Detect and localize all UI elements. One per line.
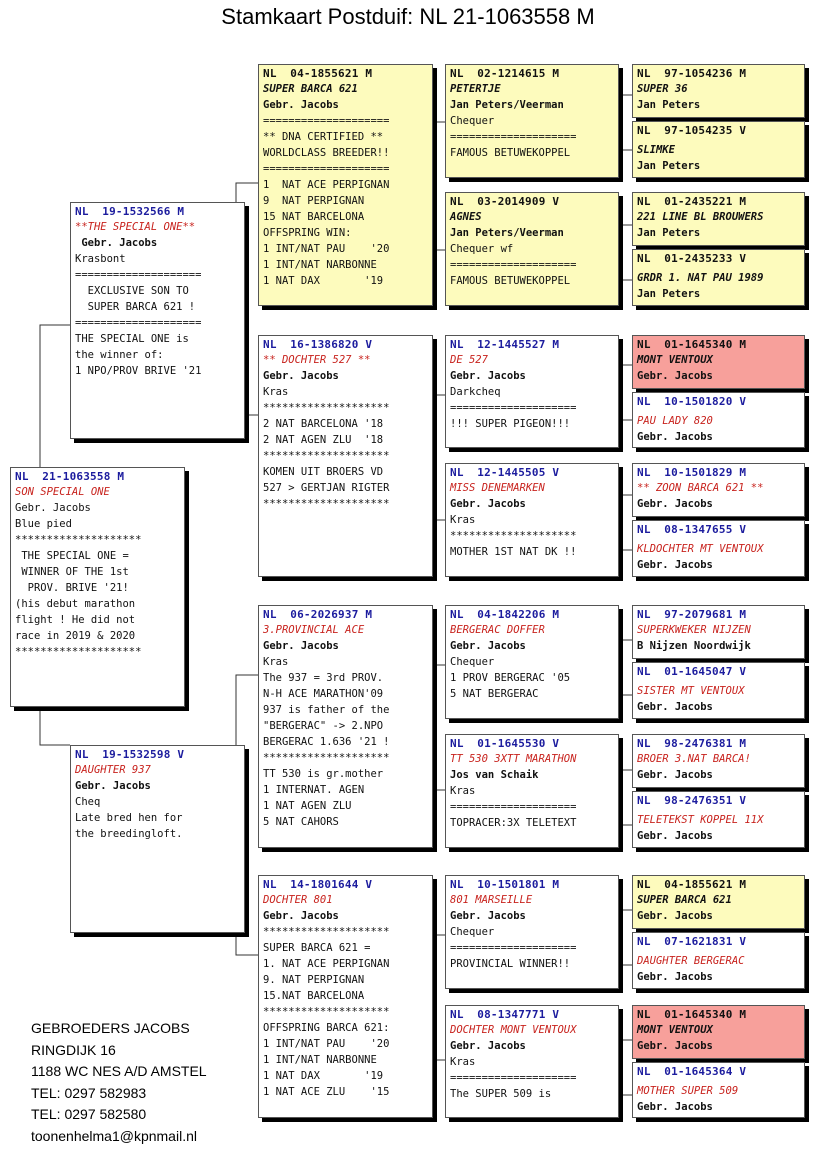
info-line: ==================== <box>450 402 577 414</box>
pigeon-name: BROER 3.NAT BARCA! <box>637 753 751 765</box>
info-line: Kras <box>450 785 476 797</box>
pigeon-card-g4[interactable] <box>632 249 805 306</box>
pigeon-name: DAUGHTER 937 <box>75 764 151 776</box>
pigeon-card-g13[interactable] <box>632 875 805 929</box>
ring-number: NL 12-1445505 V <box>450 466 560 479</box>
info-line: Kras <box>263 656 289 668</box>
info-line: Darkcheq <box>450 386 501 398</box>
pigeon-owner: Gebr. Jacobs <box>450 370 526 382</box>
info-line: ******************** <box>15 646 142 658</box>
info-line: ******************** <box>263 926 390 938</box>
info-line: SUPER BARCA 621 ! <box>75 301 196 313</box>
ring-number: NL 01-1645340 M <box>637 338 747 351</box>
pigeon-card-mff[interactable] <box>445 605 619 719</box>
info-line: Chequer <box>450 926 495 938</box>
pigeon-owner: Gebr. Jacobs <box>637 971 713 983</box>
ring-number: NL 97-1054236 M <box>637 67 747 80</box>
pigeon-owner: Gebr. Jacobs <box>450 640 526 652</box>
pigeon-card-mm[interactable] <box>258 875 433 1118</box>
pigeon-name: SISTER MT VENTOUX <box>637 685 745 697</box>
pigeon-card-g8[interactable] <box>632 520 805 577</box>
info-line: ==================== <box>450 942 577 954</box>
info-line: ==================== <box>75 269 202 281</box>
pigeon-card-g16[interactable] <box>632 1062 805 1118</box>
info-line: Chequer <box>450 115 495 127</box>
pigeon-owner: Gebr. Jacobs <box>263 640 339 652</box>
info-line: 1 NAT DAX '19 <box>263 1070 384 1082</box>
info-line: 2 NAT AGEN ZLU '18 <box>263 434 384 446</box>
pigeon-name: BERGERAC DOFFER <box>450 624 545 636</box>
info-line: flight ! He did not <box>15 614 136 626</box>
pigeon-owner: Jos van Schaik <box>450 769 539 781</box>
info-line: FAMOUS BETUWEKOPPEL <box>450 275 571 287</box>
pigeon-card-fm[interactable] <box>258 335 433 577</box>
info-line: WINNER OF THE 1st <box>15 566 129 578</box>
ring-number: NL 04-1855621 M <box>637 878 747 891</box>
info-line: the winner of: <box>75 349 164 361</box>
info-line: WORLDCLASS BREEDER!! <box>263 147 390 159</box>
pigeon-owner: Jan Peters/Veerman <box>450 227 564 239</box>
info-line: ** DNA CERTIFIED ** <box>263 131 384 143</box>
owner-city: 1188 WC NES A/D AMSTEL <box>31 1063 207 1079</box>
info-line: 1 INT/NAT NARBONNE <box>263 259 377 271</box>
pigeon-owner: Jan Peters/Veerman <box>450 99 564 111</box>
ring-number: NL 01-2435233 V <box>637 252 747 265</box>
pigeon-name: DOCHTER 801 <box>263 894 333 906</box>
pigeon-owner: Gebr. Jacobs <box>637 910 713 922</box>
pigeon-owner: Gebr. Jacobs <box>637 701 713 713</box>
ring-number: NL 08-1347771 V <box>450 1008 560 1021</box>
pigeon-name: SLIMKE <box>637 144 675 156</box>
pigeon-name: TELETEKST KOPPEL 11X <box>637 814 764 826</box>
pigeon-owner: Gebr. Jacobs <box>263 99 339 111</box>
pigeon-card-mother[interactable] <box>70 745 245 933</box>
info-line: 1 INT/NAT NARBONNE <box>263 1054 377 1066</box>
pigeon-name: MONT VENTOUX <box>637 354 713 366</box>
pigeon-card-g10[interactable] <box>632 662 805 719</box>
pigeon-name: ** ZOON BARCA 621 ** <box>637 482 764 494</box>
ring-number: NL 01-2435221 M <box>637 195 747 208</box>
ring-number: NL 97-1054235 V <box>637 124 747 137</box>
ring-number: NL 10-1501829 M <box>637 466 747 479</box>
pigeon-name: DAUGHTER BERGERAC <box>637 955 745 967</box>
info-line: Kras <box>450 1056 476 1068</box>
pigeon-owner: Gebr. Jacobs <box>450 1040 526 1052</box>
info-line: 1 NPO/PROV BRIVE '21 <box>75 365 202 377</box>
info-line: Chequer wf <box>450 243 514 255</box>
ring-number: NL 97-2079681 M <box>637 608 747 621</box>
pigeon-card-fmm[interactable] <box>445 463 619 577</box>
page-title: Stamkaart Postduif: NL 21-1063558 M <box>221 4 595 29</box>
owner-phone-1: TEL: 0297 582983 <box>31 1084 147 1101</box>
pigeon-name: DOCHTER MONT VENTOUX <box>450 1024 577 1036</box>
pigeon-owner: Gebr. Jacobs <box>637 431 713 443</box>
pigeon-name: MONT VENTOUX <box>637 1024 713 1036</box>
pigeon-name: 801 MARSEILLE <box>450 894 533 906</box>
pigeon-name: MOTHER SUPER 509 <box>637 1085 739 1097</box>
pigeon-card-g11[interactable] <box>632 734 805 788</box>
pigeon-owner: Gebr. Jacobs <box>263 370 339 382</box>
ring-number: NL 03-2014909 V <box>450 195 560 208</box>
ring-number: NL 06-2026937 M <box>263 608 373 621</box>
info-line: ******************** <box>263 402 390 414</box>
info-line: SUPER BARCA 621 = <box>263 942 371 954</box>
pigeon-card-fmf[interactable] <box>445 335 619 448</box>
info-line: MOTHER 1ST NAT DK !! <box>450 546 577 558</box>
info-line: THE SPECIAL ONE = <box>15 550 129 562</box>
info-line: "BERGERAC" -> 2.NPO <box>263 720 384 732</box>
info-line: ==================== <box>263 163 390 175</box>
pigeon-card-g3[interactable] <box>632 192 805 246</box>
pigeon-card-main[interactable] <box>10 467 185 707</box>
ring-number: NL 01-1645047 V <box>637 665 747 678</box>
pigeon-card-g5[interactable] <box>632 335 805 389</box>
pigeon-owner: Gebr. Jacobs <box>75 780 151 792</box>
pigeon-card-g12[interactable] <box>632 791 805 848</box>
pigeon-owner: Jan Peters <box>637 160 701 172</box>
info-line: 1. NAT ACE PERPIGNAN <box>263 958 390 970</box>
pigeon-name: SON SPECIAL ONE <box>15 486 110 498</box>
pigeon-card-mfm[interactable] <box>445 734 619 848</box>
info-line: THE SPECIAL ONE is <box>75 333 189 345</box>
ring-number: NL 21-1063558 M <box>15 470 125 483</box>
info-line: ******************** <box>263 450 390 462</box>
ring-number: NL 98-2476381 M <box>637 737 747 750</box>
pigeon-owner: Gebr. Jacobs <box>450 910 526 922</box>
pigeon-card-mmm[interactable] <box>445 1005 619 1118</box>
pigeon-card-g14[interactable] <box>632 932 805 989</box>
pigeon-owner: Gebr. Jacobs <box>637 830 713 842</box>
ring-number: NL 98-2476351 V <box>637 794 747 807</box>
info-line: 1 NAT ACE ZLU '15 <box>263 1086 390 1098</box>
info-line: ==================== <box>450 801 577 813</box>
ring-number: NL 10-1501820 V <box>637 395 747 408</box>
pigeon-card-ffm[interactable] <box>445 192 619 306</box>
pigeon-owner: Jan Peters <box>637 99 701 111</box>
pigeon-name: DE 527 <box>450 354 488 366</box>
pigeon-name: SUPER BARCA 621 <box>263 83 358 95</box>
info-line: OFFSPRING WIN: <box>263 227 352 239</box>
info-line: TOPRACER:3X TELETEXT <box>450 817 577 829</box>
pigeon-name: PAU LADY 820 <box>637 415 713 427</box>
info-line: ******************** <box>263 498 390 510</box>
pigeon-card-g15[interactable] <box>632 1005 805 1059</box>
ring-number: NL 08-1347655 V <box>637 523 747 536</box>
pigeon-name: SUPERKWEKER NIJZEN <box>637 624 751 636</box>
info-line: N-H ACE MARATHON'09 <box>263 688 384 700</box>
info-line: 1 NAT AGEN ZLU <box>263 800 352 812</box>
pigeon-card-father[interactable] <box>70 202 245 439</box>
ring-number: NL 07-1621831 V <box>637 935 747 948</box>
info-line: Kras <box>263 386 289 398</box>
ring-number: NL 19-1532598 V <box>75 748 185 761</box>
ring-number: NL 10-1501801 M <box>450 878 560 891</box>
info-line: ==================== <box>450 1072 577 1084</box>
info-line: The SUPER 509 is <box>450 1088 552 1100</box>
info-line: KOMEN UIT BROERS VD <box>263 466 384 478</box>
owner-phone-2: TEL: 0297 582580 <box>31 1106 147 1122</box>
ring-number: NL 01-1645340 M <box>637 1008 747 1021</box>
info-line: ==================== <box>263 115 390 127</box>
ring-number: NL 01-1645530 V <box>450 737 560 750</box>
info-line: ******************** <box>15 534 142 546</box>
pigeon-name: AGNES <box>450 211 482 223</box>
owner-name: GEBROEDERS JACOBS <box>31 1020 190 1036</box>
owner-address-block <box>31 1018 207 1147</box>
info-line: 2 NAT BARCELONA '18 <box>263 418 384 430</box>
pigeon-card-mf[interactable] <box>258 605 433 848</box>
info-line: !!! SUPER PIGEON!!! <box>450 418 571 430</box>
info-line: 1 INTERNAT. AGEN <box>263 784 365 796</box>
pigeon-owner: Gebr. Jacobs <box>637 498 713 510</box>
pigeon-owner: Gebr. Jacobs <box>75 237 158 249</box>
info-line: 15.NAT BARCELONA <box>263 990 365 1002</box>
pigeon-card-g1[interactable] <box>632 64 805 118</box>
info-line: PROV. BRIVE '21! <box>15 582 129 594</box>
info-line: TT 530 is gr.mother <box>263 768 384 780</box>
owner-street: RINGDIJK 16 <box>31 1041 116 1058</box>
info-line: EXCLUSIVE SON TO <box>75 285 189 297</box>
info-line: ******************** <box>450 530 577 542</box>
info-line: 5 NAT CAHORS <box>263 816 339 828</box>
pigeon-owner: Gebr. Jacobs <box>15 502 91 514</box>
info-line: ==================== <box>450 259 577 271</box>
pigeon-card-fff[interactable] <box>445 64 619 178</box>
info-line: the breedingloft. <box>75 828 183 840</box>
pigeon-name: **THE SPECIAL ONE** <box>75 221 196 233</box>
ring-number: NL 14-1801644 V <box>263 878 373 891</box>
info-line: 1 NAT ACE PERPIGNAN <box>263 179 390 191</box>
ring-number: NL 04-1842206 M <box>450 608 560 621</box>
info-line: race in 2019 & 2020 <box>15 630 136 642</box>
pigeon-owner: Gebr. Jacobs <box>637 769 713 781</box>
info-line: 527 > GERTJAN RIGTER <box>263 482 390 494</box>
info-line: Krasbont <box>75 253 126 265</box>
pigeon-owner: Jan Peters <box>637 227 701 239</box>
pigeon-owner: Gebr. Jacobs <box>637 1040 713 1052</box>
pigeon-name: KLDOCHTER MT VENTOUX <box>637 543 764 555</box>
pigeon-name: TT 530 3XTT MARATHON <box>450 753 577 765</box>
pigeon-card-g2[interactable] <box>632 121 805 178</box>
pigeon-owner: Gebr. Jacobs <box>637 1101 713 1113</box>
info-line: The 937 = 3rd PROV. <box>263 672 384 684</box>
pigeon-owner: B Nijzen Noordwijk <box>637 640 751 652</box>
info-line: Cheq <box>75 796 101 808</box>
info-line: FAMOUS BETUWEKOPPEL <box>450 147 571 159</box>
pigeon-card-mmf[interactable] <box>445 875 619 989</box>
info-line: 937 is father of the <box>263 704 390 716</box>
info-line: Kras <box>450 514 476 526</box>
ring-number: NL 16-1386820 V <box>263 338 373 351</box>
ring-number: NL 01-1645364 V <box>637 1065 747 1078</box>
info-line: ******************** <box>263 752 390 764</box>
info-line: 9 NAT PERPIGNAN <box>263 195 365 207</box>
info-line: ******************** <box>263 1006 390 1018</box>
info-line: 5 NAT BERGERAC <box>450 688 539 700</box>
info-line: Chequer <box>450 656 495 668</box>
info-line: OFFSPRING BARCA 621: <box>263 1022 390 1034</box>
pigeon-name: PETERTJE <box>450 83 501 95</box>
pigeon-name: MISS DENEMARKEN <box>450 482 545 494</box>
info-line: 1 NAT DAX '19 <box>263 275 384 287</box>
info-line: ==================== <box>75 317 202 329</box>
info-line: 9. NAT PERPIGNAN <box>263 974 365 986</box>
info-line: 15 NAT BARCELONA <box>263 211 365 223</box>
pigeon-name: 221 LINE BL BROUWERS <box>637 211 764 223</box>
pigeon-name: SUPER BARCA 621 <box>637 894 732 906</box>
info-line: Late bred hen for <box>75 812 183 824</box>
pigeon-owner: Gebr. Jacobs <box>450 498 526 510</box>
info-line: ==================== <box>450 131 577 143</box>
ring-number: NL 19-1532566 M <box>75 205 185 218</box>
info-line: 1 INT/NAT PAU '20 <box>263 1038 390 1050</box>
ring-number: NL 12-1445527 M <box>450 338 560 351</box>
pigeon-owner: Jan Peters <box>637 288 701 300</box>
info-line: (his debut marathon <box>15 598 136 610</box>
pigeon-name: SUPER 36 <box>637 83 688 95</box>
ring-number: NL 04-1855621 M <box>263 67 373 80</box>
ring-number: NL 02-1214615 M <box>450 67 560 80</box>
info-line: 1 PROV BERGERAC '05 <box>450 672 571 684</box>
pigeon-name: 3.PROVINCIAL ACE <box>263 624 365 636</box>
pigeon-card-g9[interactable] <box>632 605 805 659</box>
info-line: PROVINCIAL WINNER!! <box>450 958 571 970</box>
pigeon-owner: Gebr. Jacobs <box>637 370 713 382</box>
info-line: 1 INT/NAT PAU '20 <box>263 243 390 255</box>
info-line: Blue pied <box>15 518 72 530</box>
pigeon-card-g7[interactable] <box>632 463 805 517</box>
owner-email: toonenhelma1@kpnmail.nl <box>31 1127 197 1144</box>
pigeon-owner: Gebr. Jacobs <box>637 559 713 571</box>
pigeon-name: GRDR 1. NAT PAU 1989 <box>637 272 764 284</box>
pigeon-card-g6[interactable] <box>632 392 805 448</box>
pigeon-card-ff[interactable] <box>258 64 433 306</box>
info-line: BERGERAC 1.636 '21 ! <box>263 736 390 748</box>
pigeon-owner: Gebr. Jacobs <box>263 910 339 922</box>
pigeon-name: ** DOCHTER 527 ** <box>263 354 371 366</box>
